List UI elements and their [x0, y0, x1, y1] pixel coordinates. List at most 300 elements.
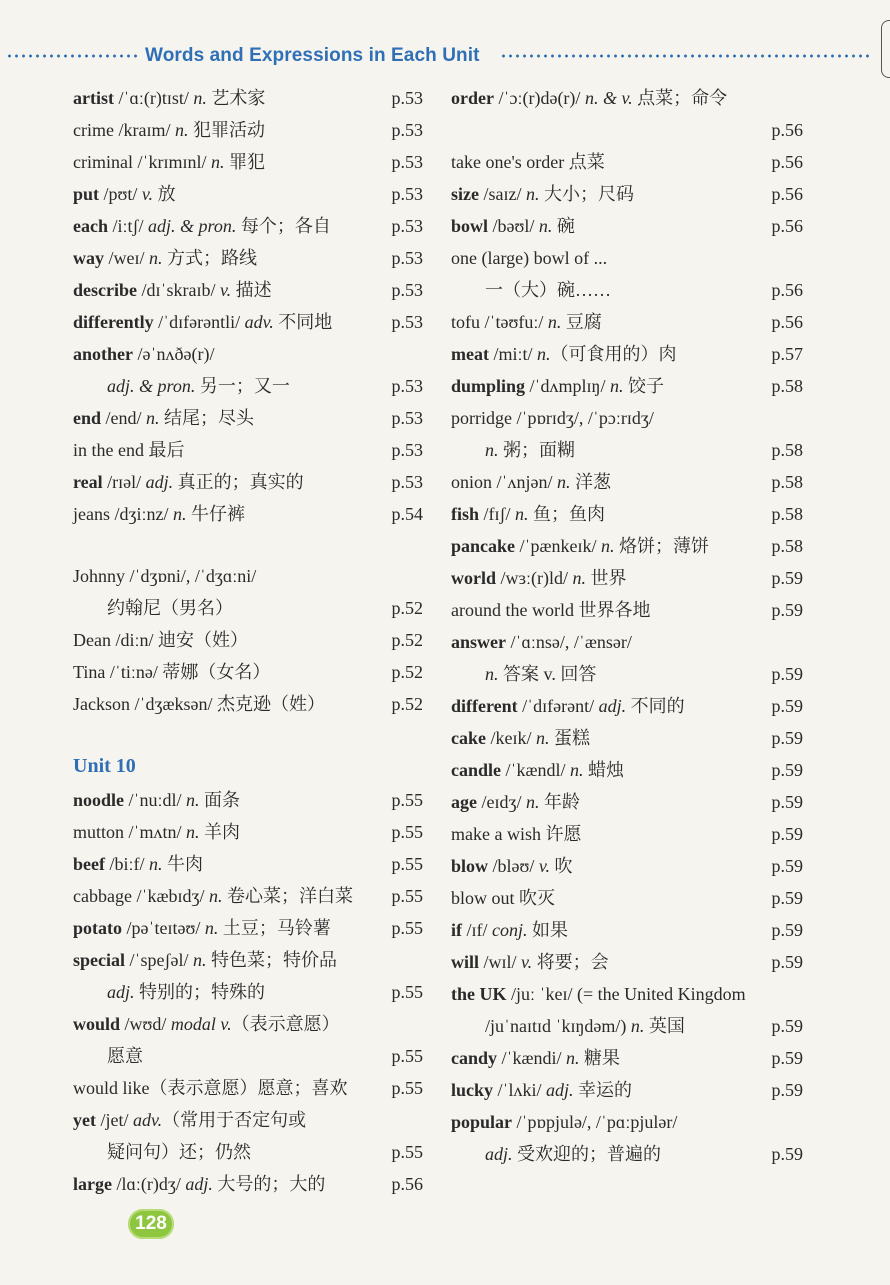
page-ref: p.53 — [391, 408, 423, 428]
entry-body: Johnny /ˈdʒɒni/, /ˈdʒɑːni/ — [73, 566, 257, 586]
entry-body: make a wish 许愿 — [451, 824, 582, 844]
page-ref: p.53 — [391, 184, 423, 204]
entry-body: blow out 吹灭 — [451, 888, 556, 908]
page-ref: p.55 — [391, 886, 423, 906]
page-ref: p.55 — [391, 918, 423, 938]
entry-body: criminal /ˈkrɪmɪnl/ — [73, 152, 211, 172]
vocab-entry — [73, 592, 423, 624]
page-ref: p.56 — [391, 1174, 423, 1194]
page-ref: p.55 — [391, 1142, 423, 1162]
part-of-speech: n. & v. — [584, 88, 633, 108]
headword: if — [451, 920, 462, 940]
part-of-speech: n. — [193, 88, 207, 108]
entry-body: /fɪʃ/ — [479, 504, 516, 524]
part-of-speech: n. — [525, 184, 540, 204]
page-ref: p.59 — [771, 664, 803, 684]
part-of-speech: n. — [547, 312, 562, 332]
entry-text — [451, 754, 624, 786]
entry-text — [451, 722, 590, 754]
part-of-speech: v. — [521, 952, 533, 972]
headword: order — [451, 88, 494, 108]
entry-text — [73, 178, 176, 210]
vocab-entry — [451, 1138, 803, 1170]
page-ref: p.53 — [391, 376, 423, 396]
page-ref: p.59 — [771, 1048, 803, 1068]
vocab-entry — [451, 690, 803, 722]
entry-body: 约翰尼（男名） — [107, 598, 233, 618]
meaning: 碗 — [552, 216, 575, 236]
vocab-entry — [451, 210, 803, 242]
part-of-speech: n. — [537, 344, 551, 364]
entry-body: /ˈdʌmplɪŋ/ — [525, 376, 610, 396]
blank-line — [73, 530, 423, 560]
vocab-entry — [73, 242, 423, 274]
meaning: 特别的；特殊的 — [134, 982, 266, 1002]
page-ref: p.55 — [391, 822, 423, 842]
entry-body: /jet/ — [95, 1110, 133, 1130]
vocab-entry — [451, 562, 803, 594]
meaning: 如果 — [527, 920, 568, 940]
entry-text — [73, 306, 332, 338]
meaning: 特色菜；特价品 — [206, 950, 337, 970]
entry-text — [73, 944, 337, 976]
entry-body: jeans /dʒiːnz/ — [73, 504, 173, 524]
headword: lucky — [451, 1080, 494, 1100]
part-of-speech: n. — [210, 152, 225, 172]
vocab-entry — [451, 1042, 803, 1074]
entry-text — [73, 114, 265, 146]
meaning: 洋葱 — [570, 472, 611, 492]
entry-text — [73, 1040, 143, 1072]
page-ref: p.59 — [771, 760, 803, 780]
meaning: （常用于否定句或 — [162, 1110, 307, 1130]
meaning: 另一；又一 — [195, 376, 290, 396]
part-of-speech: n. — [536, 728, 550, 748]
page-ref: p.59 — [771, 888, 803, 908]
entry-text — [73, 688, 325, 720]
entry-text — [73, 1008, 340, 1040]
entry-text — [73, 210, 331, 242]
entry-text — [73, 656, 270, 688]
unit-heading — [73, 750, 423, 784]
part-of-speech: conj. — [492, 920, 528, 940]
entry-body: /wɪl/ — [479, 952, 522, 972]
meaning: 放 — [153, 184, 176, 204]
entry-text — [451, 338, 677, 370]
meaning: 真正的；真实的 — [173, 472, 304, 492]
page-ref: p.55 — [391, 1078, 423, 1098]
vocab-entry — [73, 146, 423, 178]
vocab-entry — [73, 1168, 423, 1200]
entry-text — [451, 882, 555, 914]
entry-text — [451, 946, 609, 978]
entry-body: /weɪ/ — [104, 248, 149, 268]
page-ref: p.54 — [391, 504, 423, 524]
part-of-speech: modal v. — [170, 1014, 232, 1034]
meaning: 将要；会 — [532, 952, 609, 972]
vocab-entry — [451, 466, 803, 498]
page-edge-curl — [881, 20, 890, 78]
headword: artist — [73, 88, 114, 108]
headword: blow — [451, 856, 489, 876]
entry-body: 愿意 — [107, 1046, 143, 1066]
entry-body: /ˈlʌki/ — [493, 1080, 547, 1100]
entry-text — [451, 210, 575, 242]
entry-body: one (large) bowl of ... — [451, 248, 608, 268]
entry-body: porridge /ˈpɒrɪdʒ/, /ˈpɔːrɪdʒ/ — [451, 408, 654, 428]
entry-body: /iːtʃ/ — [108, 216, 148, 236]
entry-text — [73, 976, 265, 1008]
meaning: 每个；各自 — [236, 216, 331, 236]
vocab-entry — [451, 818, 803, 850]
right-column — [451, 82, 803, 1170]
page-ref: p.53 — [391, 248, 423, 268]
meaning: 豆腐 — [561, 312, 602, 332]
part-of-speech: n. — [174, 120, 189, 140]
meaning: 犯罪活动 — [188, 120, 265, 140]
part-of-speech: n. — [630, 1016, 645, 1036]
page-number-badge: 128 — [128, 1209, 174, 1239]
page-ref: p.58 — [771, 472, 803, 492]
part-of-speech: n. — [515, 504, 529, 524]
part-of-speech: v. — [219, 280, 232, 300]
vocab-entry — [451, 370, 803, 402]
page-ref: p.53 — [391, 280, 423, 300]
page-ref: p.57 — [771, 344, 803, 364]
page-ref: p.56 — [771, 280, 803, 300]
vocab-entry — [451, 434, 803, 466]
page-ref: p.53 — [391, 152, 423, 172]
meaning: 结尾；尽头 — [159, 408, 255, 428]
vocab-entry — [73, 306, 423, 338]
part-of-speech: adv. — [244, 312, 274, 332]
entry-body: /lɑː(r)dʒ/ — [111, 1174, 186, 1194]
entry-text — [73, 1072, 348, 1104]
entry-body: /wɜː(r)ld/ — [496, 568, 573, 588]
entry-text — [73, 242, 257, 274]
headword: another — [73, 344, 133, 364]
entry-text — [73, 466, 304, 498]
meaning: 牛肉 — [162, 854, 203, 874]
part-of-speech: adj. — [485, 1144, 513, 1164]
vocab-entry — [73, 944, 423, 976]
entry-text — [451, 1042, 620, 1074]
vocab-entry — [451, 722, 803, 754]
entry-text — [73, 912, 331, 944]
entry-text — [451, 594, 650, 626]
headword: age — [451, 792, 477, 812]
vocab-entry — [451, 114, 803, 146]
entry-body: Dean /diːn/ 迪安（姓） — [73, 630, 248, 650]
part-of-speech: n. — [172, 504, 187, 524]
left-column — [73, 82, 423, 1200]
page-ref: p.59 — [771, 728, 803, 748]
entry-text — [451, 786, 580, 818]
vocab-entry — [73, 114, 423, 146]
page-ref: p.59 — [771, 920, 803, 940]
headword: answer — [451, 632, 506, 652]
entry-body: /ɪf/ — [462, 920, 492, 940]
page-ref: p.52 — [391, 694, 423, 714]
part-of-speech: adj. — [185, 1174, 213, 1194]
entry-text — [73, 402, 254, 434]
part-of-speech: v. — [538, 856, 551, 876]
vocab-entry — [73, 498, 423, 530]
meaning: 不同地 — [273, 312, 333, 332]
vocab-entry — [73, 912, 423, 944]
page-ref: p.58 — [771, 376, 803, 396]
meaning: 羊肉 — [199, 822, 241, 842]
entry-body: /miːt/ — [488, 344, 537, 364]
entry-text — [451, 530, 709, 562]
headword: would — [73, 1014, 121, 1034]
headword: beef — [73, 854, 105, 874]
vocab-entry — [451, 786, 803, 818]
entry-body: around the world 世界各地 — [451, 600, 651, 620]
headword: fish — [451, 504, 480, 524]
entry-text — [451, 658, 596, 690]
headword: large — [73, 1174, 112, 1194]
headword: pancake — [451, 536, 516, 556]
page-ref: p.53 — [391, 216, 423, 236]
entry-text — [451, 914, 568, 946]
part-of-speech: n. — [485, 440, 499, 460]
part-of-speech: n. — [538, 216, 553, 236]
page-ref: p.59 — [771, 568, 803, 588]
headword: put — [73, 184, 100, 204]
meaning: 吹 — [550, 856, 573, 876]
entry-body: /pʊt/ — [99, 184, 142, 204]
vocab-entry — [451, 82, 803, 114]
part-of-speech: n. — [204, 918, 219, 938]
page-ref: p.59 — [771, 1016, 803, 1036]
unit-title: Unit 10 — [73, 755, 136, 777]
entry-text — [73, 434, 184, 466]
headword: real — [73, 472, 103, 492]
page-ref: p.56 — [771, 120, 803, 140]
vocab-entry — [73, 434, 423, 466]
entry-text — [73, 816, 240, 848]
headword: potato — [73, 918, 122, 938]
headword: end — [73, 408, 102, 428]
meaning: 年龄 — [539, 792, 580, 812]
page-ref: p.58 — [771, 504, 803, 524]
page-ref: p.59 — [771, 856, 803, 876]
part-of-speech: n. — [566, 1048, 580, 1068]
entry-text — [451, 402, 654, 434]
vocab-entry — [451, 594, 803, 626]
vocab-entry — [451, 306, 803, 338]
page-ref: p.55 — [391, 854, 423, 874]
entry-text — [73, 624, 248, 656]
part-of-speech: v. — [141, 184, 154, 204]
entry-text — [451, 466, 611, 498]
meaning: 烙饼；薄饼 — [614, 536, 710, 556]
entry-body: /rɪəl/ — [102, 472, 146, 492]
meaning: 面条 — [199, 790, 241, 810]
entry-text — [451, 498, 605, 530]
headword: popular — [451, 1112, 513, 1132]
vocab-entry — [451, 530, 803, 562]
page-ref: p.56 — [771, 312, 803, 332]
vocab-entry — [451, 626, 803, 658]
page-ref: p.55 — [391, 790, 423, 810]
page-ref: p.53 — [391, 472, 423, 492]
entry-text — [451, 818, 581, 850]
headword: bowl — [451, 216, 489, 236]
entry-text — [451, 562, 627, 594]
part-of-speech: n. — [570, 760, 584, 780]
entry-body: /biːf/ — [104, 854, 149, 874]
meaning: 幸运的 — [573, 1080, 633, 1100]
entry-body: /bləʊ/ — [488, 856, 539, 876]
page-ref: p.59 — [771, 600, 803, 620]
entry-text — [451, 242, 607, 274]
headword: noodle — [73, 790, 125, 810]
dotted-rule-right — [500, 54, 872, 58]
headword: differently — [73, 312, 154, 332]
entry-text — [73, 560, 256, 592]
headword: each — [73, 216, 108, 236]
vocab-entry — [451, 1074, 803, 1106]
part-of-speech: n. — [525, 792, 540, 812]
vocab-entry — [73, 1072, 423, 1104]
entry-text — [451, 626, 632, 658]
entry-text — [73, 784, 240, 816]
vocab-entry — [451, 178, 803, 210]
part-of-speech: adj. & pron. — [107, 376, 196, 396]
vocab-entry — [73, 880, 423, 912]
vocab-entry — [451, 402, 803, 434]
entry-body: /pəˈteɪtəʊ/ — [122, 918, 205, 938]
meaning: （表示意愿） — [231, 1014, 340, 1034]
meaning: 糖果 — [579, 1048, 621, 1068]
entry-body: Tina /ˈtiːnə/ 蒂娜（女名） — [73, 662, 271, 682]
entry-text — [73, 1104, 306, 1136]
vocab-entry — [451, 658, 803, 690]
headword: cake — [451, 728, 486, 748]
headword: dumpling — [451, 376, 526, 396]
vocab-entry — [73, 466, 423, 498]
vocab-entry — [451, 850, 803, 882]
entry-body: /ˈɑːnsə/, /ˈænsər/ — [506, 632, 632, 652]
page-ref: p.52 — [391, 630, 423, 650]
entry-body: /ˈnuːdl/ — [124, 790, 187, 810]
meaning: 大号的；大的 — [212, 1174, 326, 1194]
vocab-entry — [73, 178, 423, 210]
entry-text — [73, 1136, 251, 1168]
page-ref: p.53 — [391, 440, 423, 460]
entry-text — [451, 1138, 661, 1170]
page-ref: p.59 — [771, 824, 803, 844]
meaning: 受欢迎的；普遍的 — [512, 1144, 662, 1164]
part-of-speech: n. — [148, 854, 163, 874]
meaning: （可食用的）肉 — [550, 344, 677, 364]
entry-body: /dɪˈskraɪb/ — [136, 280, 220, 300]
entry-text — [451, 1106, 677, 1138]
headword: way — [73, 248, 104, 268]
entry-body: /ˈɔː(r)də(r)/ — [493, 88, 585, 108]
part-of-speech: n. — [572, 568, 587, 588]
entry-body: /ˈspeʃəl/ — [125, 950, 193, 970]
entry-text — [451, 434, 575, 466]
vocab-entry — [451, 914, 803, 946]
part-of-speech: n. — [485, 664, 499, 684]
entry-text — [73, 1168, 325, 1200]
part-of-speech: adj. & pron. — [148, 216, 237, 236]
vocab-entry — [451, 146, 803, 178]
entry-text — [451, 146, 605, 178]
headword: candle — [451, 760, 502, 780]
page-ref: p.53 — [391, 120, 423, 140]
headword: world — [451, 568, 496, 588]
part-of-speech: adv. — [132, 1110, 163, 1130]
vocab-entry — [451, 754, 803, 786]
headword: candy — [451, 1048, 498, 1068]
vocab-entry — [73, 274, 423, 306]
meaning: 牛仔裤 — [186, 504, 245, 524]
entry-body: /end/ — [101, 408, 147, 428]
entry-text — [451, 178, 634, 210]
vocab-entry — [73, 210, 423, 242]
entry-body: /juˈnaɪtɪd ˈkɪŋdəm/) — [485, 1016, 631, 1036]
entry-body: mutton /ˈmʌtn/ — [73, 822, 187, 842]
page-ref: p.56 — [771, 216, 803, 236]
part-of-speech: n. — [609, 376, 624, 396]
entry-text — [73, 82, 265, 114]
vocab-entry — [451, 1010, 803, 1042]
vocab-entry — [451, 882, 803, 914]
page-ref: p.58 — [771, 536, 803, 556]
vocab-entry — [73, 338, 423, 370]
meaning: 英国 — [644, 1016, 685, 1036]
vocab-entry — [451, 978, 803, 1010]
entry-body: would like（表示意愿）愿意；喜欢 — [73, 1078, 348, 1098]
vocab-entry — [73, 1104, 423, 1136]
entry-body: /eɪdʒ/ — [477, 792, 526, 812]
meaning: 饺子 — [623, 376, 664, 396]
entry-body: /ˈkændi/ — [497, 1048, 567, 1068]
entry-text — [73, 498, 245, 530]
entry-text — [73, 146, 265, 178]
meaning: 粥；面糊 — [498, 440, 575, 460]
meaning: 方式；路线 — [162, 248, 257, 268]
entry-body: /juː ˈkeɪ/ (= the United Kingdom — [506, 984, 746, 1004]
headword: special — [73, 950, 125, 970]
vocab-entry — [73, 402, 423, 434]
headword: size — [451, 184, 479, 204]
vocab-entry — [73, 976, 423, 1008]
entry-body: /ˈdɪfərəntli/ — [153, 312, 245, 332]
vocab-entry — [73, 848, 423, 880]
entry-body: 一（大）碗…… — [485, 280, 611, 300]
page-ref: p.59 — [771, 792, 803, 812]
part-of-speech: n. — [192, 950, 207, 970]
entry-text — [451, 274, 611, 306]
headword: will — [451, 952, 480, 972]
meaning: 土豆；马铃薯 — [218, 918, 331, 938]
part-of-speech: n. — [208, 886, 223, 906]
entry-body: cabbage /ˈkæbɪdʒ/ — [73, 886, 209, 906]
page-ref: p.52 — [391, 662, 423, 682]
entry-body: /ˈɑː(r)tɪst/ — [113, 88, 194, 108]
headword: yet — [73, 1110, 96, 1130]
entry-body: /ˈpænkeɪk/ — [515, 536, 602, 556]
part-of-speech: adj. — [598, 696, 627, 716]
part-of-speech: n. — [146, 408, 160, 428]
entry-body: /saɪz/ — [478, 184, 526, 204]
entry-body: /ˈkændl/ — [501, 760, 571, 780]
